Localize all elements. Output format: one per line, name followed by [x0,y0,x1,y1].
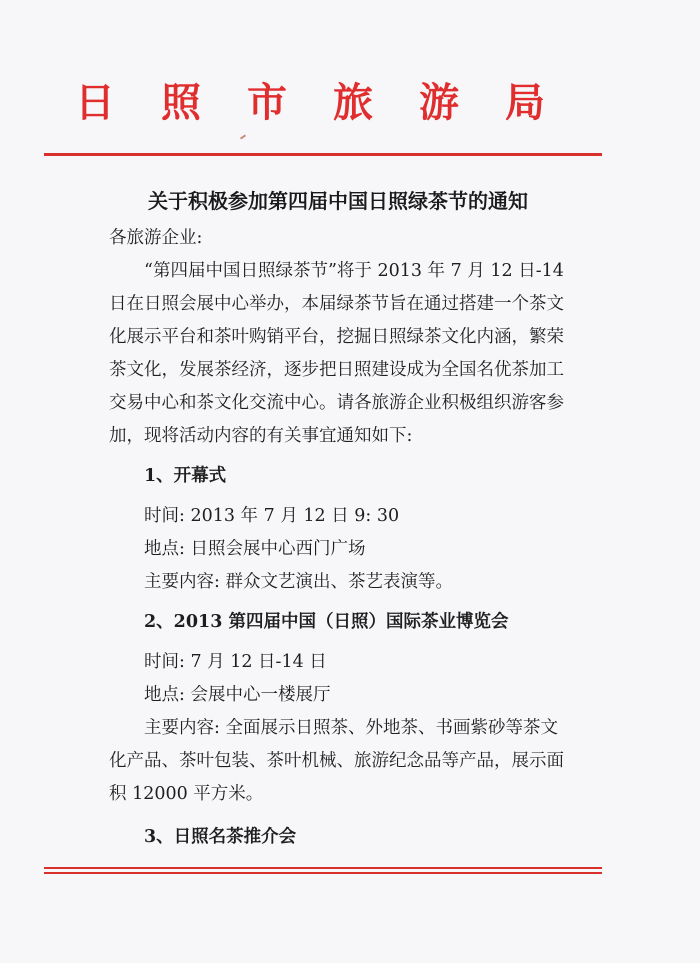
notice-title: 关于积极参加第四届中国日照绿茶节的通知 [148,189,528,213]
footer-red-rule-top [44,867,602,869]
intro-line: 茶文化，发展茶经济，逐步把日照建设成为全国名优茶加工 [109,360,564,380]
section-content: 主要内容: 全面展示日照茶、外地茶、书画紫砂等茶文 [144,718,558,738]
letterhead-char: 日 [75,79,115,126]
intro-line: 交易中心和茶文化交流中心。请各旅游企业积极组织游客参 [109,393,564,413]
intro-line: 日在日照会展中心举办，本届绿茶节旨在通过搭建一个茶文 [109,294,564,314]
section-heading: 1、开幕式 [144,466,227,486]
section-place: 地点: 日照会展中心西门广场 [144,539,366,559]
intro-line: “第四届中国日照绿茶节”将于 2013 年 7 月 12 日-14 [144,261,564,281]
salutation: 各旅游企业: [109,228,203,248]
letterhead-char: 旅 [333,79,373,126]
pen-mark [240,134,246,139]
section-content: 化产品、茶叶包装、茶叶机械、旅游纪念品等产品，展示面 [109,751,564,771]
footer-red-rule-bottom [44,872,602,874]
issuer-letterhead [70,78,550,128]
section-content: 积 12000 平方米。 [109,784,264,804]
intro-line: 加，现将活动内容的有关事宜通知如下: [109,426,413,446]
intro-line: 化展示平台和茶叶购销平台，挖掘日照绿茶文化内涵，繁荣 [109,327,564,347]
section-content: 主要内容: 群众文艺演出、茶艺表演等。 [144,572,453,592]
letterhead-char: 游 [419,79,459,126]
section-heading: 2、2013 第四届中国（日照）国际茶业博览会 [144,612,509,632]
section-heading: 3、日照名茶推介会 [144,827,297,847]
section-time: 时间: 7 月 12 日-14 日 [144,652,327,672]
header-red-rule [44,153,602,156]
notice-body [109,222,609,854]
letterhead-char: 局 [505,79,545,126]
letterhead-char: 照 [161,79,201,126]
section-time: 时间: 2013 年 7 月 12 日 9: 30 [144,506,400,526]
section-place: 地点: 会展中心一楼展厅 [144,685,331,705]
letterhead-char: 市 [247,79,287,126]
